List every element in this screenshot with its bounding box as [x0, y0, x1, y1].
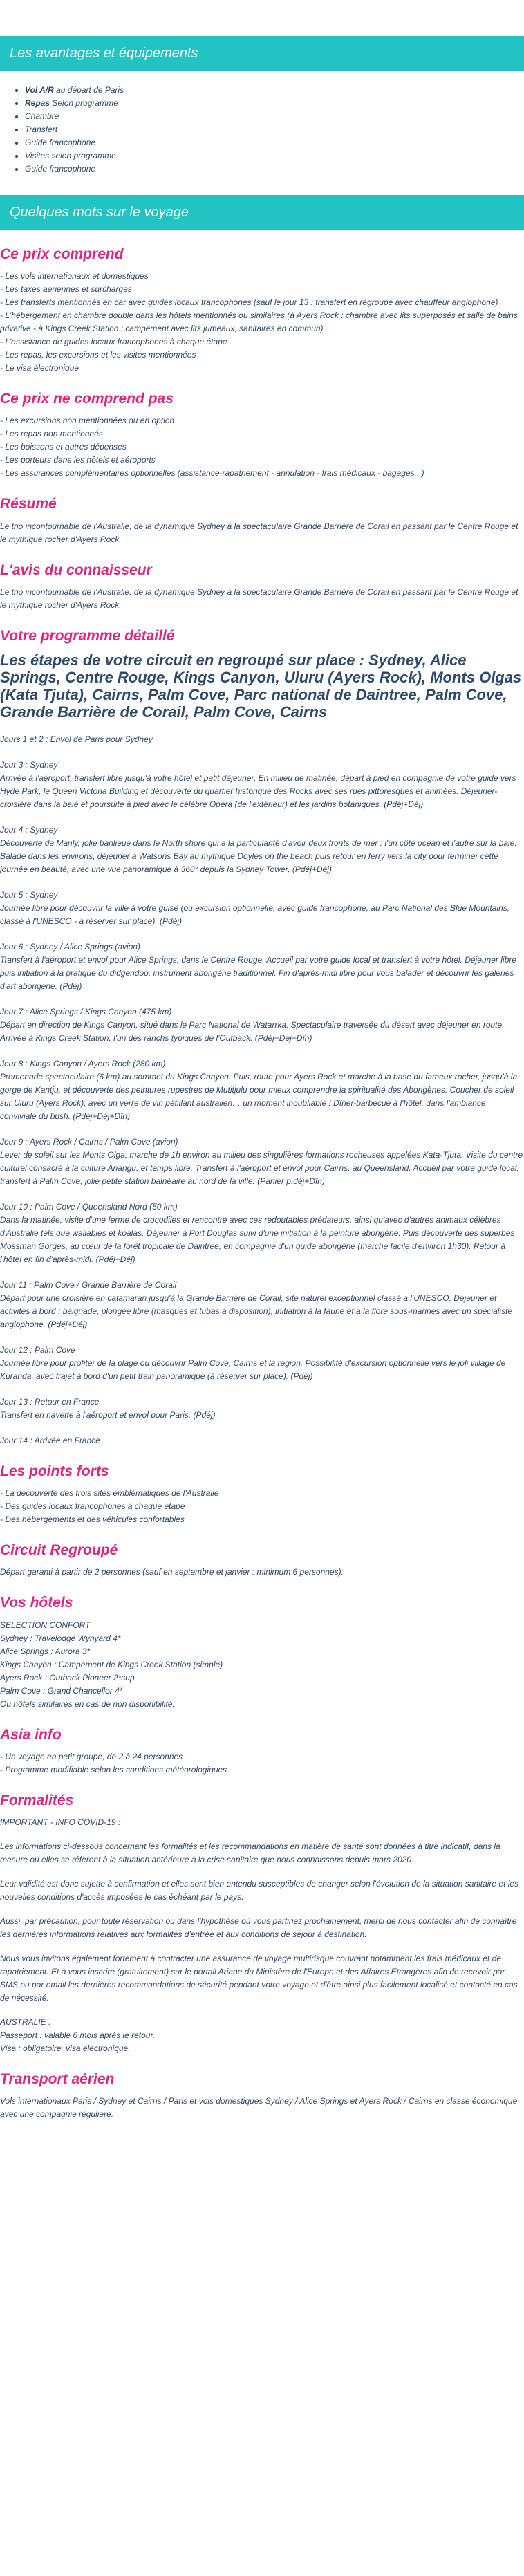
list-item: - Les transferts mentionnés en car avec guides locaux francophones (sauf le jour 13 : transfert en regroupé avec chauffeur anglophone) [0, 297, 498, 308]
formalites-paragraph: Nous vous invitons également fortement à contracter une assurance de voyage multirisque couvrant notamment les frais médicaux et de rapatriement. Et à vous inscrire (gratuitement) sur le portail Ariane du Ministère de l'Europe et des Affaires Etrangères afin de recevoir par SMS ou par email les dernières recommandations de sécurité pendant votre voyage et d'être ainsi plus facilement localisé et contacté en cas de nécessité. [0, 1953, 518, 2003]
formalites-paragraph: Leur validité est donc sujette à confirmation et elles sont bien entendu susceptibles de changer selon l'évolution de la situation sanitaire et les nouvelles conditions d'accès imposées le cas échéant par le pays. [0, 1878, 519, 1902]
equipement-item: • Chambre [25, 110, 524, 123]
list-item: Ayers Rock : Outback Pioneer 2*sup [0, 1672, 135, 1683]
day-description: Départ pour une croisière en catamaran jusqu'à la Grande Barrière de Corail, site naturel exceptionnel classé à l'UNESCO. Déjeuner et activités à bord : baignade, plongée libre (masques et tubas à disposition), initiation à la faune et à la flore sous-marines avec un spécialiste anglophone. (Pdéj+Déj) [0, 1292, 513, 1329]
section-title-formalites: Formalités [0, 1792, 74, 1808]
hotels-list [0, 1619, 524, 1711]
programme-day [0, 1057, 524, 1123]
list-item: - Les repas, les excursions et les visites mentionnées [0, 350, 196, 360]
formalites-paragraph: Aussi, par précaution, pour toute réservation ou dans l'hypothèse où vous partiriez prochainement, merci de nous contacter afin de connaître les dernières informations relatives aux formalités d'entrée et aux conditions de séjour à destination. [0, 1916, 517, 1939]
programme-day [0, 1006, 524, 1045]
day-title: Jour 14 : Arrivée en France [0, 1435, 100, 1445]
day-description: Journée libre pour profiter de la plage ou découvrir Palm Cove, Cairns et la région. Possibilité d'excursion optionnelle vers le joli village de Kuranda, avec trajet à bord d'un petit train panoramique (à réserver sur place). (Pdéj) [0, 1358, 506, 1381]
list-item: - Les repas non mentionnés [0, 429, 103, 439]
section-title-hotels: Vos hôtels [0, 1595, 73, 1611]
resume-text: Le trio incontournable de l'Australie, de la dynamique Sydney à la spectaculaire Grande Barrière de Corail en passant par le Centre Rouge et le mythique rocher d'Ayers Rock. [0, 521, 518, 544]
list-item: - Les boissons et autres dépenses [0, 442, 127, 452]
list-item: - Les taxes aériennes et surcharges [0, 284, 132, 295]
day-description: Arrivée à l'aéroport, transfert libre jusqu'à votre hôtel et petit déjeuner. En milieu de matinée, départ à pied en compagnie de votre guide vers Hyde Park, le Queen Victoria Building et découverte du quartier historique des Rocks avec ses rues pittoresques et animées. Déjeuner-croisière dans la baie et poursuite à pied avec le célèbre Opéra (de l'extérieur) et les jardins botaniques. (Pdéj+Déj) [0, 772, 516, 809]
equipement-item: • Vol A/R au départ de Paris [25, 84, 524, 97]
section-title-prix-comprend: Ce prix comprend [0, 246, 124, 262]
list-item: - L'assistance de guides locaux francophones à chaque étape [0, 337, 227, 347]
programme-day [0, 1344, 524, 1383]
programme-day [0, 1136, 524, 1188]
section-title-circuit: Circuit Regroupé [0, 1542, 118, 1559]
programme-day [0, 1396, 524, 1422]
equipements-header [0, 36, 524, 71]
day-title: Jour 13 : Retour en France [0, 1396, 100, 1407]
prix-ne-comprend-list [0, 414, 524, 480]
day-title: Jour 11 : Palm Cove / Grande Barrière de Corail [0, 1279, 177, 1290]
equipement-item: • Transfert [25, 123, 524, 136]
list-item: - Programme modifiable selon les conditions météorologiques [0, 1764, 227, 1775]
equipements-title: Les avantages et équipements [10, 46, 198, 61]
list-item: Kings Canyon : Campement de Kings Creek Station (simple) [0, 1659, 223, 1669]
equipement-item: • Visites selon programme [25, 149, 524, 163]
list-item: SELECTION CONFORT [0, 1620, 91, 1630]
list-item: Alice Springs : Aurora 3* [0, 1646, 91, 1656]
programme-day [0, 940, 524, 993]
equipement-item: • Repas Selon programme [25, 97, 524, 110]
programme-day [0, 759, 524, 811]
section-title-points-forts: Les points forts [0, 1463, 109, 1479]
day-title: Jour 4 : Sydney [0, 824, 58, 835]
day-title: Jour 6 : Sydney / Alice Springs (avion) [0, 941, 140, 952]
section-title-avis: L'avis du connaisseur [0, 562, 152, 578]
equipement-item: • Guide francophone [25, 136, 524, 149]
list-item: - Le visa électronique [0, 363, 79, 373]
programme-day [0, 733, 524, 746]
day-description: Journée libre pour découvrir la ville à votre guise (ou excursion optionnelle, avec guide francophone, au Parc National des Blue Mountains, classé à l'UNESCO - à réserver sur place). (Pdéj) [0, 902, 510, 926]
transport-text: Vols internationaux Paris / Sydney et Cairns / Paris et vols domestiques Sydney / Alice Springs et Ayers Rock / Cairns en classe économique avec une compagnie régulière. [0, 2096, 518, 2120]
day-description: Lever de soleil sur les Monts Olga, marche de 1h environ au milieu des singulières formations rocheuses appelées Kata-Tjuta. Visite du centre culturel consacré à la culture Anangu, et temps libre. Transfert à l'aéroport et envol pour Cairns, au Queensland. Accueil par votre guide local, transfert à Palm Cove, jolie petite station balnéaire au nord de la ville. (Panier p.déj+Dîn) [0, 1149, 523, 1186]
formalites-paragraph: IMPORTANT - INFO COVID-19 : [0, 1817, 121, 1827]
mots-header [0, 195, 524, 230]
day-description: Dans la matinée, visite d'une ferme de crocodiles et rencontre avec ces redoutables prédateurs, ainsi qu'avec d'autres animaux célèbres d'Australie tels que wallabies et koalas. Déjeuner à Port Douglas suivi d'une initiation à la peinture aborigène. Puis découverte des superbes Mossman Gorges, au cœur de la forêt tropicale de Daintree, en compagnie d'un guide aborigène (marche facile d'environ 1h30). Retour à l'hôtel en fin d'après-midi. (Pdéj+Déj) [0, 1214, 515, 1264]
day-description: Découverte de Manly, jolie banlieue dans le North shore qui a la particularité d'avoir deux fronts de mer : l'un côté océan et l'autre sur la baie. Balade dans les environs, déjeuner à Watsons Bay au mythique Doyles on the beach puis retour en ferry vers la city pour terminer cette journée en beauté, avec une vue panoramique à 360° depuis la Sydney Tower. (Pdéj+Déj) [0, 837, 517, 874]
list-item: - Les excursions non mentionnées ou en option [0, 416, 175, 426]
list-item: Ou hôtels similaires en cas de non disponibilité. [0, 1698, 175, 1709]
list-item: - L'hébergement en chambre double dans les hôtels mentionnés ou similaires (à Ayers Rock : chambre avec lits superposés et salle de bains privative - à Kings Creek Station : campement avec lits jumeaux, sanitaires en commun) [0, 311, 518, 334]
day-title: Jour 8 : Kings Canyon / Ayers Rock (280 km) [0, 1058, 166, 1068]
list-item: - La découverte des trois sites emblématiques de l'Australie [0, 1488, 219, 1499]
day-title: Jour 12 : Palm Cove [0, 1344, 75, 1355]
programme-subtitle: Les étapes de votre circuit en regroupé sur place : Sydney, Alice Springs, Centre Rouge, Kings Canyon, Uluru (Ayers Rock), Monts Olgas (Kata Tjuta), Cairns, Palm Cove, Parc national de Daintree, Palm Cove, Grande Barrière de Corail, Palm Cove, Cairns [0, 651, 522, 721]
list-item: - Les porteurs dans les hôtels et aéroports [0, 455, 156, 465]
day-title: Jour 3 : Sydney [0, 759, 58, 770]
mots-title: Quelques mots sur le voyage [10, 205, 189, 220]
list-item: - Les vols internationaux et domestiques [0, 271, 149, 281]
day-title: Jour 9 : Ayers Rock / Cairns / Palm Cove (avion) [0, 1136, 178, 1147]
day-title: Jour 5 : Sydney [0, 889, 58, 900]
programme-day [0, 1279, 524, 1331]
programme-day [0, 889, 524, 928]
section-title-prix-ne-comprend: Ce prix ne comprend pas [0, 391, 174, 407]
programme-days [0, 733, 524, 1447]
list-item: - Un voyage en petit groupe, de 2 à 24 personnes [0, 1751, 183, 1761]
content [0, 245, 524, 2121]
list-item: Sydney : Travelodge Wynyard 4* [0, 1633, 121, 1643]
page [0, 36, 524, 2121]
points-forts-list [0, 1487, 524, 1526]
day-title: Jour 7 : Alice Springs / Kings Canyon (475 km) [0, 1006, 172, 1017]
formalites-text [0, 1816, 524, 2055]
list-item: Palm Cove : Grand Chancellor 4* [0, 1685, 123, 1696]
day-description: Promenade spectaculaire (6 km) au sommet du Kings Canyon. Puis, route pour Ayers Rock et marche à la base du fameux rocher, jusqu'à la gorge de Kantju, et découverte des peintures rupestres de Mutitjulu pour mieux comprendre la spiritualité des Aborigènes. Coucher de soleil sur Uluru (Ayers Rock), avec un verre de vin pétillant australien… un moment inoubliable ! Dîner-barbecue à l'hôtel, dans l'ambiance conviviale du bush. (Pdéj+Déj+Dîn) [0, 1071, 518, 1121]
day-description: Transfert en navette à l'aéroport et envol pour Paris. (Pdéj) [0, 1409, 216, 1420]
section-title-transport: Transport aérien [0, 2070, 115, 2087]
formalites-paragraph: AUSTRALIE : Passeport : valable 6 mois après le retour. Visa : obligatoire, visa électronique. [0, 2017, 156, 2053]
programme-day [0, 1434, 524, 1447]
asia-info-list [0, 1750, 524, 1777]
circuit-text: Départ garanti à partir de 2 personnes (sauf en septembre et janvier : minimum 6 personnes). [0, 1567, 344, 1577]
prix-comprend-list [0, 270, 524, 375]
avis-text: Le trio incontournable de l'Australie, de la dynamique Sydney à la spectaculaire Grande Barrière de Corail en passant par le Centre Rouge et le mythique rocher d'Ayers Rock. [0, 586, 518, 610]
day-description: Départ en direction de Kings Canyon, situé dans le Parc National de Watarrka. Spectaculaire traversée du désert avec déjeuner en route. Arrivée à Kings Creek Station, l'un des ranchs typiques de l'Outback. (Pdéj+Déj+Dîn) [0, 1019, 505, 1043]
section-title-asia-info: Asia info [0, 1726, 62, 1743]
programme-day [0, 1201, 524, 1266]
list-item: - Les assurances complémentaires optionnelles (assistance-rapatriement - annulation - frais médicaux - bagages...) [0, 468, 424, 479]
programme-day [0, 824, 524, 876]
day-title: Jour 10 : Palm Cove / Queensland Nord (50 km) [0, 1201, 178, 1212]
day-description: Transfert à l'aéroport et envol pour Alice Springs, dans le Centre Rouge. Accueil par votre guide local et transfert à votre hôtel. Déjeuner libre puis initiation à la pratique du didgeridoo, instrument aborigène traditionnel. Fin d'après-midi libre pour vous balader et découvrir les galeries d'art aborigène. (Pdéj) [0, 954, 516, 991]
section-title-programme: Votre programme détaillé [0, 627, 175, 644]
list-item: - Des guides locaux francophones à chaque étape [0, 1501, 185, 1512]
list-item: - Des hébergements et des véhicules confortables [0, 1514, 185, 1525]
section-title-resume: Résumé [0, 496, 57, 512]
equipement-item: • Guide francophone [25, 163, 524, 176]
equipements-list [25, 84, 524, 176]
day-title: Jours 1 et 2 : Envol de Paris pour Sydney [0, 734, 153, 744]
formalites-paragraph: Les informations ci-dessous concernant les formalités et les recommandations en matière de santé sont données à titre indicatif, dans la mesure où elles se réfèrent à la situation antérieure à la crise sanitaire que nous connaissons depuis mars 2020. [0, 1841, 500, 1864]
